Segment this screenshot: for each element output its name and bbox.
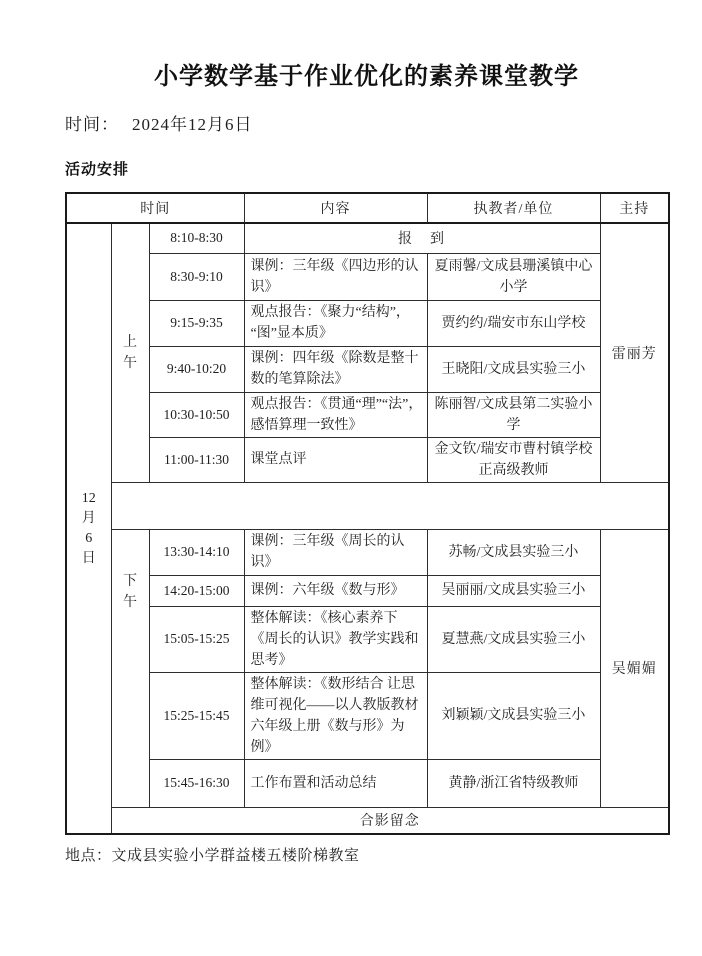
content-cell: 课例：三年级《四边形的认识》 [244, 253, 427, 300]
time-cell: 9:15-9:35 [149, 300, 244, 346]
period-morning-label: 上午 [123, 334, 137, 371]
content-cell: 课堂点评 [244, 437, 427, 482]
table-row-checkin [66, 223, 669, 253]
header-time: 时间 [66, 193, 244, 223]
table-row [66, 575, 669, 606]
page-container [0, 56, 702, 865]
content-cell: 工作布置和活动总结 [244, 759, 427, 807]
header-host: 主持 [600, 193, 669, 223]
teacher-cell: 陈丽智/文成县第二实验小学 [427, 392, 600, 437]
checkin-cell: 报 到 [244, 223, 600, 253]
location-label: 地点： [65, 848, 112, 864]
location-value: 文成县实验小学群益楼五楼阶梯教室 [111, 848, 360, 864]
date-cell [66, 223, 111, 834]
spacer-cell [111, 482, 669, 529]
table-row [66, 392, 669, 437]
table-row [66, 300, 669, 346]
table-row-spacer [66, 482, 669, 529]
date-line [65, 110, 668, 135]
host-cell-morning: 雷丽芳 [600, 223, 669, 482]
content-cell: 整体解读：《核心素养下《周长的认识》教学实践和思考》 [244, 606, 427, 672]
content-cell: 课例：四年级《除数是整十数的笔算除法》 [244, 346, 427, 392]
period-cell-morning [111, 223, 149, 482]
date-part: 日 [81, 550, 96, 566]
teacher-cell: 贾约约/瑞安市东山学校 [427, 300, 600, 346]
header-content: 内容 [244, 193, 427, 223]
table-row [66, 759, 669, 807]
time-cell: 9:40-10:20 [149, 346, 244, 392]
location-line [65, 844, 668, 865]
table-row [66, 253, 669, 300]
time-cell: 15:25-15:45 [149, 672, 244, 759]
date-part: 12 [81, 490, 96, 506]
table-row [66, 346, 669, 392]
table-row [66, 606, 669, 672]
time-cell: 8:10-8:30 [149, 223, 244, 253]
content-cell: 整体解读：《数形结合 让思维可视化——以人教版教材六年级上册《数与形》为例》 [244, 672, 427, 759]
content-cell: 课例：六年级《数与形》 [244, 575, 427, 606]
table-row [66, 437, 669, 482]
content-cell: 观点报告：《聚力“结构”，“图”显本质》 [244, 300, 427, 346]
header-teacher: 执教者/单位 [427, 193, 600, 223]
schedule-table [65, 192, 670, 835]
date-line-label: 时间： [65, 115, 119, 134]
date-part: 6 [85, 530, 93, 546]
page-title: 小学数学基于作业优化的素养课堂教学 [154, 63, 579, 90]
teacher-cell: 苏畅/文成县实验三小 [427, 529, 600, 575]
period-cell-afternoon [111, 529, 149, 807]
date-line-value: 2024年12月6日 [132, 115, 253, 134]
teacher-cell: 吴丽丽/文成县实验三小 [427, 575, 600, 606]
teacher-cell: 黄静/浙江省特级教师 [427, 759, 600, 807]
table-header-row [66, 193, 669, 223]
teacher-cell: 夏慧燕/文成县实验三小 [427, 606, 600, 672]
teacher-cell: 王晓阳/文成县实验三小 [427, 346, 600, 392]
photo-cell: 合影留念 [111, 807, 669, 834]
time-cell: 15:05-15:25 [149, 606, 244, 672]
date-part: 月 [81, 510, 96, 526]
time-cell: 11:00-11:30 [149, 437, 244, 482]
period-afternoon-label: 下午 [123, 573, 137, 610]
time-cell: 8:30-9:10 [149, 253, 244, 300]
time-cell: 13:30-14:10 [149, 529, 244, 575]
content-cell: 观点报告：《贯通“理”“法”，感悟算理一致性》 [244, 392, 427, 437]
teacher-cell: 刘颖颖/文成县实验三小 [427, 672, 600, 759]
table-row-photo [66, 807, 669, 834]
teacher-cell: 夏雨馨/文成县珊溪镇中心小学 [427, 253, 600, 300]
time-cell: 14:20-15:00 [149, 575, 244, 606]
host-cell-afternoon: 吴媚媚 [600, 529, 669, 807]
section-heading: 活动安排 [65, 161, 130, 178]
document-page [0, 56, 702, 956]
content-cell: 课例：三年级《周长的认识》 [244, 529, 427, 575]
time-cell: 10:30-10:50 [149, 392, 244, 437]
table-row [66, 672, 669, 759]
teacher-cell: 金文钦/瑞安市曹村镇学校 正高级教师 [427, 437, 600, 482]
time-cell: 15:45-16:30 [149, 759, 244, 807]
table-row [66, 529, 669, 575]
